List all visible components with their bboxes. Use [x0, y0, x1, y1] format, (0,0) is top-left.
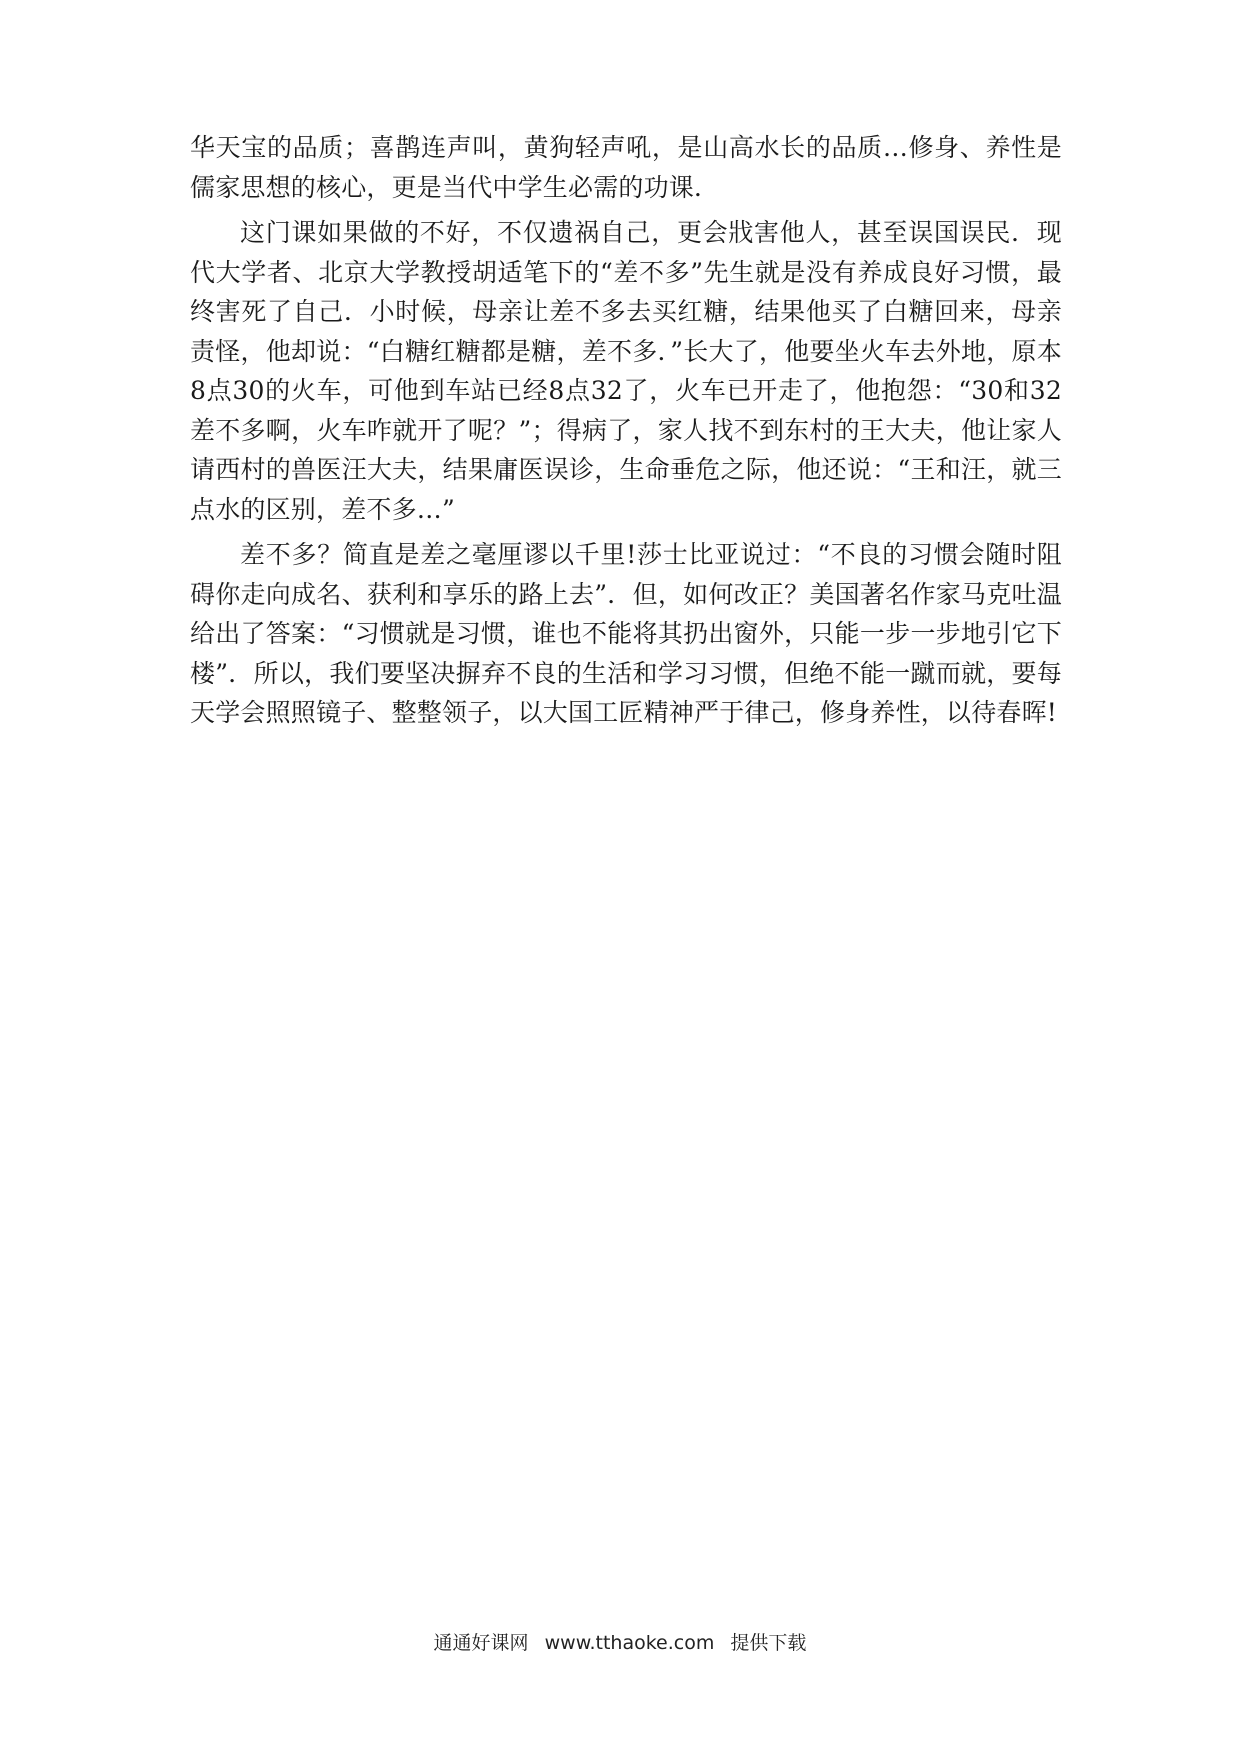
paragraph-conclusion: 差不多？简直是差之毫厘谬以千里!莎士比亚说过：“不良的习惯会随时阻碍你走向成名、获利和享乐的路上去”．但，如何改正？美国著名作家马克吐温给出了答案：“习惯就是习惯，谁也不能将其扔出窗外，只能一步一步地引它下楼”．所以，我们要坚决摒弃不良的生活和学习习惯，但绝不能一蹴而就，要每天学会照照镜子、整整领子，以大国工匠精神严于律己，修身养性，以待春晖! — [190, 540, 1062, 727]
article-body — [190, 128, 1062, 733]
paragraph-continuation: 华天宝的品质；喜鹊连声叫，黄狗轻声吼，是山高水长的品质…修身、养性是儒家思想的核心，更是当代中学生必需的功课． — [190, 133, 1062, 202]
footer-site-name: 通通好课网 — [433, 1632, 529, 1654]
page-footer — [0, 1628, 1240, 1655]
footer-suffix: 提供下载 — [730, 1632, 807, 1654]
paragraph-chabuduo-story: 这门课如果做的不好，不仅遗祸自己，更会戕害他人，甚至误国误民．现代大学者、北京大学教授胡适笔下的“差不多”先生就是没有养成良好习惯，最终害死了自己．小时候，母亲让差不多去买红糖，结果他买了白糖回来，母亲责怪，他却说：“白糖红糖都是糖，差不多．”长大了，他要坐火车去外地，原本8点30的火车，可他到车站已经8点32了，火车已开走了，他抱怨：“30和32差不多啊，火车咋就开了呢？”；得病了，家人找不到东村的王大夫，他让家人请西村的兽医汪大夫，结果庸医误诊，生命垂危之际，他还说：“王和汪，就三点水的区别，差不多…” — [190, 218, 1062, 524]
footer-url: www.tthaoke.com — [544, 1632, 715, 1654]
